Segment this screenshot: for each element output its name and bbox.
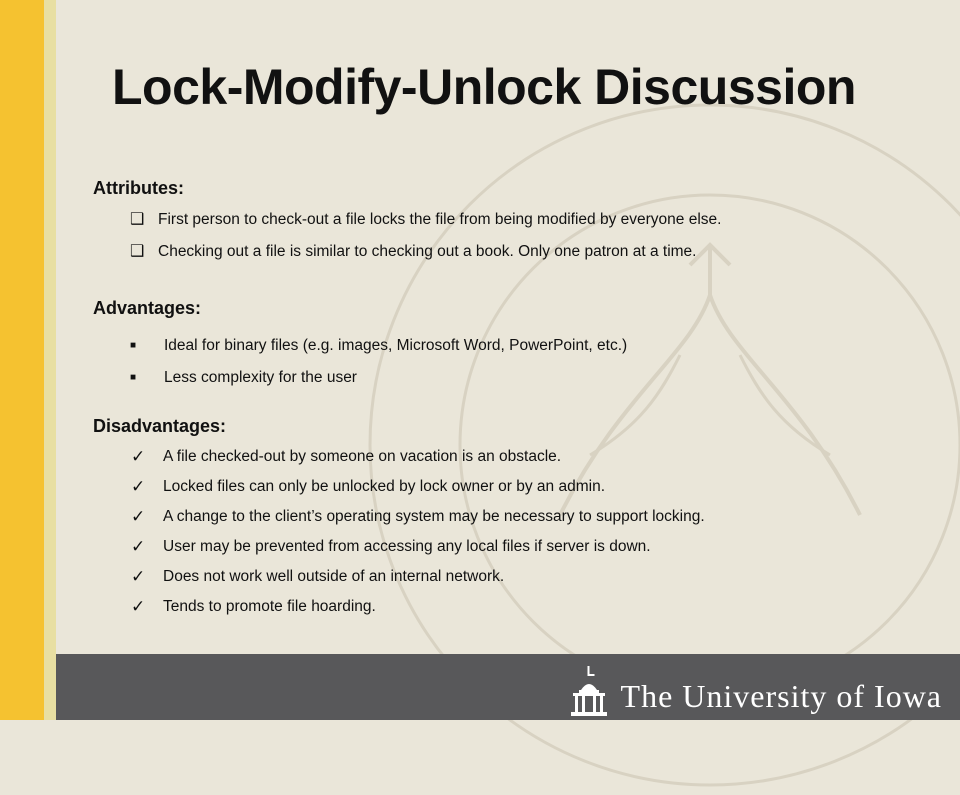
list-item [93, 330, 933, 362]
university-logo [569, 666, 942, 718]
list-item [93, 502, 933, 532]
list-item [93, 592, 933, 622]
checkmark-bullet-icon: ✓ [131, 567, 146, 586]
list-item-text: First person to check-out a file locks the file from being modified by everyone else. [158, 211, 722, 228]
list-item-text: Ideal for binary files (e.g. images, Microsoft Word, PowerPoint, etc.) [164, 337, 628, 354]
university-name: The University of Iowa [620, 678, 942, 714]
list-item-text: A change to the client’s operating system may be necessary to support locking. [163, 508, 705, 525]
footer-bar [56, 654, 960, 720]
list-item-text: Locked files can only be unlocked by lock owner or by an admin. [163, 478, 605, 495]
list-item-text: Does not work well outside of an internal network. [163, 568, 505, 585]
list-item-text: Tends to promote file hoarding. [163, 598, 376, 615]
checkbox-bullet-icon: ❑ [130, 243, 145, 260]
attributes-list [93, 204, 933, 268]
attributes-heading: Attributes: [93, 178, 184, 198]
list-item [93, 204, 933, 236]
list-item-text: Checking out a file is similar to checking out a book. Only one patron at a time. [158, 243, 697, 260]
list-item-text: User may be prevented from accessing any local files if server is down. [163, 538, 651, 555]
list-item-text: Less complexity for the user [164, 369, 357, 386]
list-item [93, 362, 933, 394]
checkmark-bullet-icon: ✓ [131, 537, 146, 556]
square-bullet-icon: ■ [130, 340, 137, 351]
square-bullet-icon: ■ [130, 372, 137, 383]
checkmark-bullet-icon: ✓ [131, 597, 146, 616]
list-item [93, 562, 933, 592]
checkmark-bullet-icon: ✓ [131, 507, 146, 526]
old-capitol-icon [569, 666, 609, 718]
list-item [93, 472, 933, 502]
checkbox-bullet-icon: ❑ [130, 211, 145, 228]
disadvantages-heading: Disadvantages: [93, 416, 227, 436]
disadvantages-list [93, 442, 933, 622]
list-item-text: A file checked-out by someone on vacation is an obstacle. [163, 448, 562, 465]
left-accent-bar [0, 0, 44, 720]
advantages-heading: Advantages: [93, 298, 202, 318]
slide-content [93, 176, 933, 622]
checkmark-bullet-icon: ✓ [131, 447, 146, 466]
advantages-list [93, 330, 933, 394]
left-accent-edge [44, 0, 56, 720]
list-item [93, 532, 933, 562]
slide-title: Lock-Modify-Unlock Discussion [112, 59, 856, 115]
list-item [93, 442, 933, 472]
list-item [93, 236, 933, 268]
checkmark-bullet-icon: ✓ [131, 477, 146, 496]
